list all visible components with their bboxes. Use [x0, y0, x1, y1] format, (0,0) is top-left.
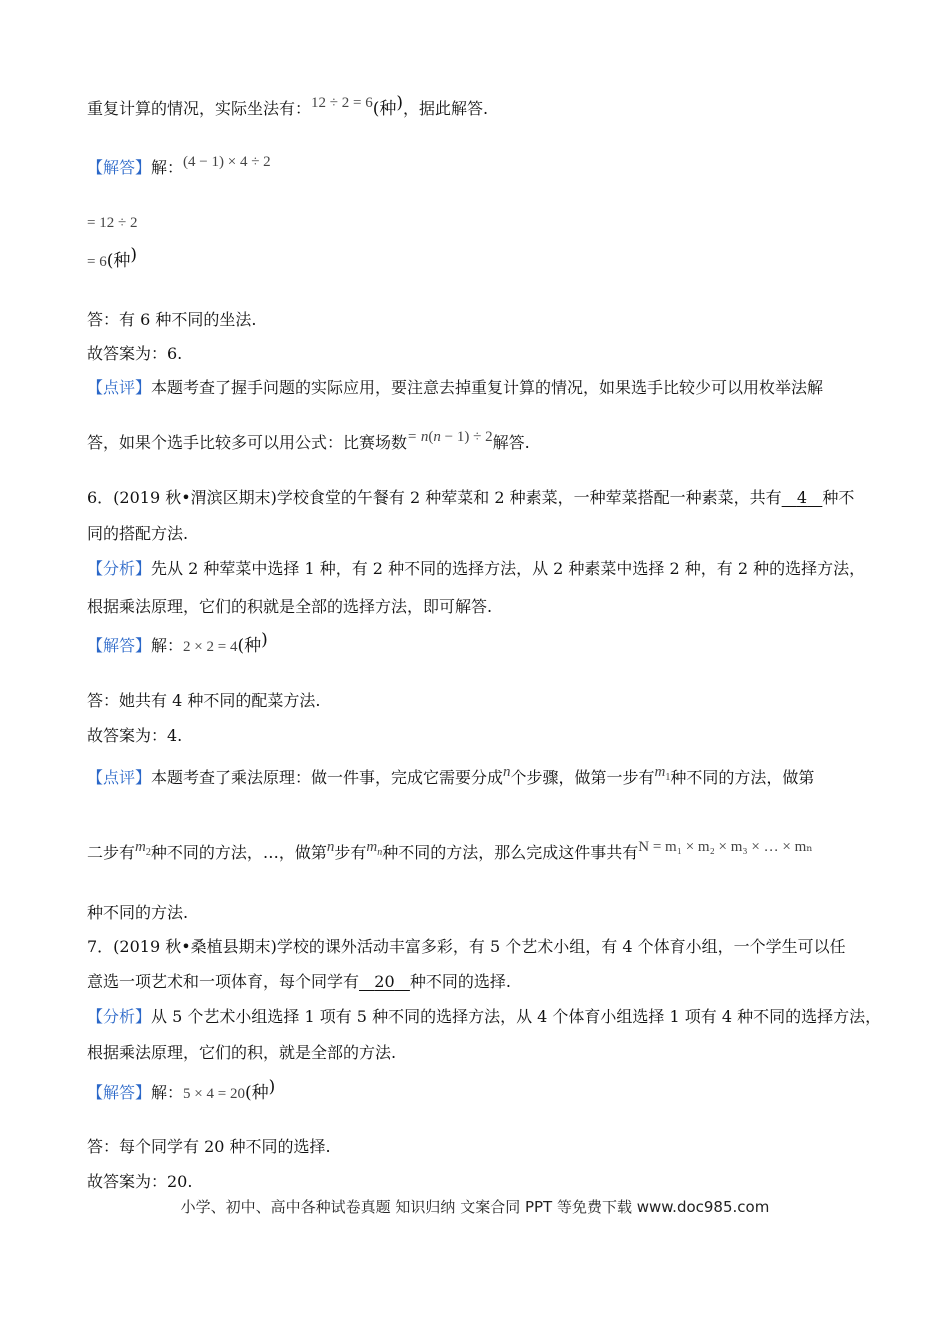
q6-answer: 答：她共有 4 种不同的配菜方法. — [87, 691, 321, 710]
q6-analysis1 — [87, 559, 865, 579]
analysis-tag: 【分析】 — [87, 559, 152, 578]
p1-unit-open: (种 — [372, 99, 397, 119]
q7-unit-close: ) — [268, 1077, 276, 1097]
sol1-step3 — [87, 245, 137, 272]
q6-answer-blank — [782, 488, 823, 508]
sol1-prefix: 解： — [151, 158, 184, 177]
solution-tag: 【解答】 — [87, 1083, 152, 1102]
q6-sol-math: 2 × 2 = 4 — [183, 639, 238, 655]
q6-review1 — [87, 764, 815, 795]
q7-solution — [87, 1077, 276, 1104]
q7-line2 — [87, 972, 511, 992]
p1-math: 12 ÷ 2 = 6 — [311, 95, 373, 111]
q7-analysis2: 根据乘法原理，它们的积，就是全部的方法. — [87, 1043, 397, 1062]
q6-sol-prefix: 解： — [151, 636, 184, 655]
q7-blank-value: 20 — [374, 972, 395, 991]
sol1-line — [87, 154, 271, 179]
m2-symbol: $m_2$ — [135, 839, 151, 858]
q7-answer: 答：每个同学有 20 种不同的选择. — [87, 1137, 331, 1156]
q6-review2c: 步有 — [334, 843, 367, 862]
sol1-unit-close: ) — [130, 245, 137, 265]
footer-banner: 小学、初中、高中各种试卷真题 知识归纳 文案合同 PPT 等免费下载 www.doc985.com — [180, 1198, 770, 1216]
sol1-step3-math: = 6 — [87, 254, 107, 270]
q7-analysis1 — [87, 1007, 881, 1027]
q7-final: 故答案为：20. — [87, 1172, 193, 1191]
q7-line2a: 意选一项艺术和一项体育，每个同学有 — [87, 972, 360, 991]
q7-sol-prefix: 解： — [151, 1083, 184, 1102]
q7-line1: 7．(2019 秋•桑植县期末)学校的课外活动丰富多彩，有 5 个艺术小组，有 4 个体育小组，一个学生可以任 — [87, 937, 846, 956]
p1-line — [87, 93, 489, 120]
sol1-step2 — [87, 212, 137, 233]
q6-review2a: 二步有 — [87, 843, 136, 862]
q7-line2b: 种不同的选择. — [409, 972, 511, 991]
sol1-unit-open: (种 — [106, 251, 131, 271]
q7-unit-open: (种 — [244, 1083, 269, 1103]
review1-line2 — [87, 429, 530, 454]
q7-analysis1-text: 从 5 个艺术小组选择 1 项有 5 种不同的选择方法，从 4 个体育小组选择 1 项有 4 种不同的选择方法， — [151, 1007, 882, 1026]
review1-math: = n(n − 1) ÷ 2 — [407, 429, 493, 445]
p1-text-a: 重复计算的情况，实际坐法有： — [87, 99, 312, 118]
q7-answer-blank — [359, 972, 410, 992]
review1-line1 — [87, 378, 823, 398]
analysis-tag: 【分析】 — [87, 1007, 152, 1026]
q6-line2: 同的搭配方法. — [87, 524, 189, 543]
review1-text1: 本题考查了握手问题的实际应用，要注意去掉重复计算的情况，如果选手比较少可以用枚举法解 — [151, 378, 824, 397]
answer-1: 答：有 6 种不同的坐法. — [87, 310, 257, 329]
q6-line1 — [87, 488, 854, 508]
solution-tag: 【解答】 — [87, 636, 152, 655]
q6-solution — [87, 630, 268, 657]
q6-final: 故答案为：4. — [87, 726, 183, 745]
q6-review1b: 个步骤，做第一步有 — [510, 768, 655, 787]
q7-sol-math: 5 × 4 = 20 — [183, 1086, 245, 1102]
sol1-step2-math: = 12 ÷ 2 — [87, 215, 138, 231]
q6-text-a: 6．(2019 秋•渭滨区期末)学校食堂的午餐有 2 种荤菜和 2 种素菜，一种荤菜搭配一种素菜，共有 — [87, 488, 782, 507]
multiplication-formula: N = m₁ × m₂ × m₃ × … × mₙ — [638, 839, 813, 855]
sol1-math: (4 − 1) × 4 ÷ 2 — [183, 154, 271, 170]
mn-symbol: $m_n$ — [366, 839, 383, 858]
review1-text2b: 解答. — [492, 433, 530, 452]
review-tag: 【点评】 — [87, 768, 152, 787]
p1-text-b: ，据此解答. — [403, 99, 489, 118]
q6-unit-close: ) — [261, 630, 268, 650]
q6-review2 — [87, 839, 813, 870]
q6-review2d: 种不同的方法，那么完成这件事共有 — [382, 843, 639, 862]
n-symbol: n — [326, 839, 335, 855]
solution-tag: 【解答】 — [87, 158, 152, 177]
review1-text2a: 答，如果个选手比较多可以用公式：比赛场数 — [87, 433, 408, 452]
q6-review3: 种不同的方法. — [87, 903, 189, 922]
q6-blank-value: 4 — [796, 488, 808, 507]
q6-analysis1-text: 先从 2 种荤菜中选择 1 种，有 2 种不同的选择方法，从 2 种素菜中选择 2 种，有 2 种的选择方法， — [151, 559, 866, 578]
m1-symbol: $m_1$ — [654, 764, 671, 783]
q6-review1a: 本题考查了乘法原理：做一件事，完成它需要分成 — [151, 768, 504, 787]
q6-review1c: 种不同的方法，做第 — [670, 768, 815, 787]
q6-analysis2: 根据乘法原理，它们的积就是全部的选择方法，即可解答. — [87, 597, 493, 616]
p1-unit-close: ) — [396, 93, 403, 113]
final-answer-1: 故答案为：6. — [87, 344, 183, 363]
q6-text-b: 种不 — [822, 488, 855, 507]
n-symbol: n — [503, 764, 511, 780]
q6-unit-open: (种 — [237, 636, 262, 656]
review-tag: 【点评】 — [87, 378, 152, 397]
q6-review2b: 种不同的方法，…，做第 — [150, 843, 327, 862]
